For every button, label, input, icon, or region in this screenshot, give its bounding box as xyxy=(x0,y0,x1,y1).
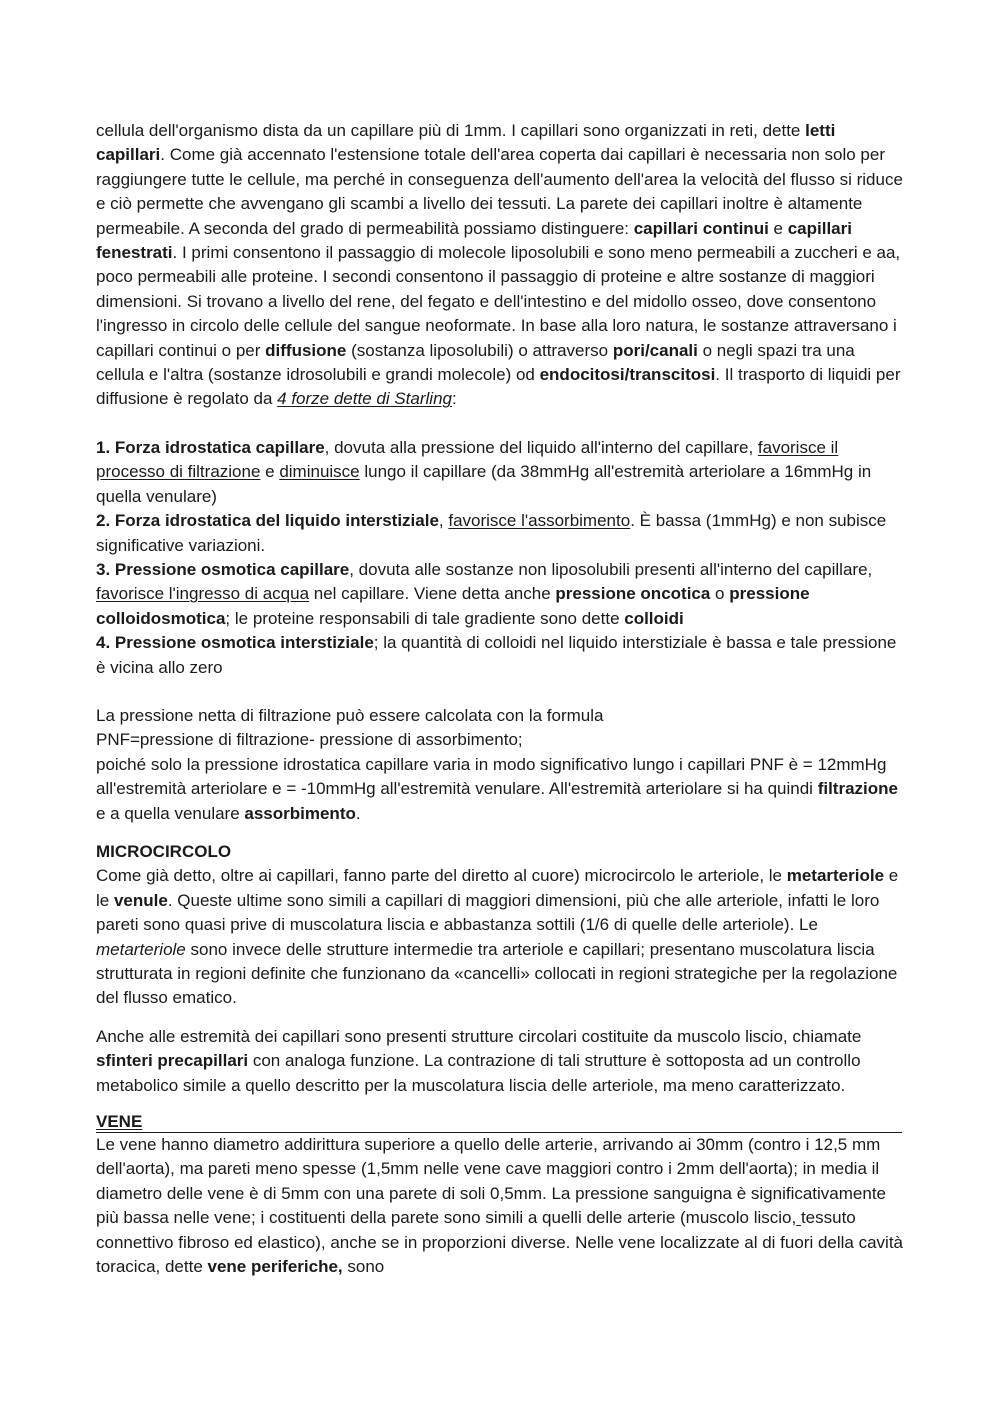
section-heading-vene: VENE xyxy=(96,1112,902,1133)
vene-section: VENE Le vene hanno diametro addirittura superiore a quello delle arterie, arrivando ai 30mm (contro i 12,5 mm dell'aorta), ma pareti meno spesse (1,5mm nelle vene cave maggiori contro i 2mm dell'aorta); in media il diametro delle vene è di 5mm con una parete di soli 0,5mm. La pressione sanguigna è significativamente più bassa nelle vene; i costituenti della parete sono simili a quelli delle arterie (muscolo liscio, tessuto connettivo fibroso ed elastico), anche se in proporzioni diverse. Nelle vene localizzate al di fuori della cavità toracica, dette vene periferiche, sono xyxy=(96,1112,903,1277)
force-2: 2. Forza idrostatica del liquido interstiziale, favorisce l'assorbimento. È bassa (1mmHg) e non subisce significative variazioni. xyxy=(96,511,887,555)
force-4: 4. Pressione osmotica interstiziale; la quantità di colloidi nel liquido interstiziale è bassa e tale pressione è vicina allo zero xyxy=(96,633,897,677)
pnf-paragraph: La pressione netta di filtrazione può essere calcolata con la formula PNF=pressione di filtrazione- pressione di assorbimento; poiché solo la pressione idrostatica capillare varia in modo significativo lungo i capillari PNF è = 12mmHg all'estremità arteriolare e = -10mmHg all'estremità venulare. All'estremità arteriolare si ha quindi filtrazione e a quella venulare assorbimento. xyxy=(96,705,898,823)
section-heading-microcircolo: MICROCIRCOLO xyxy=(96,841,232,861)
microcircolo-section: MICROCIRCOLO Come già detto, oltre ai capillari, fanno parte del diretto al cuore) microcircolo le arteriole, le metarteriole e le venule. Queste ultime sono simili a capillari di maggiori dimensioni, più che alle arteriole, infatti le loro pareti sono quasi prive di muscolatura liscia e abbastanza sottili (1/6 di quelle delle arteriole). Le metarteriole sono invece delle strutture intermedie tra arteriole e capillari; presentano muscolatura liscia strutturata in regioni definite che funzionano da «cancelli» collocati in regioni strategiche per la regolazione del flusso ematico. Anche alle estremità dei capillari sono presenti strutture circolari costituite da muscolo liscio, chiamate sfinteri precapillari con analoga funzione. La contrazione di tali strutture è sottoposta ad un controllo metabolico simile a quello descritto per la muscolatura liscia delle arteriole, ma meno caratterizzato. xyxy=(96,840,904,1098)
force-3: 3. Pressione osmotica capillare, dovuta alle sostanze non liposolubili presenti all'interno del capillare, favorisce l'ingresso di acqua nel capillare. Viene detta anche pressione oncotica o pressione colloidosmotica; le proteine responsabili di tale gradiente sono dette colloidi xyxy=(96,559,873,628)
starling-forces-list xyxy=(96,436,904,680)
force-1: 1. Forza idrostatica capillare, dovuta alla pressione del liquido all'interno del capillare, favorisce il processo di filtrazione e diminuisce lungo il capillare (da 38mmHg all'estremità arteriolare a 16mmHg in quella venulare) xyxy=(96,437,872,506)
intro-paragraph: cellula dell'organismo dista da un capillare più di 1mm. I capillari sono organizzati in reti, dette letti capillari. Come già accennato l'estensione totale dell'area coperta dai capillari è necessaria non solo per raggiungere tutte le cellule, ma perché in conseguenza dell'aumento dell'area la velocità del flusso si riduce e ciò permette che avvengano gli scambi a livello dei tessuti. La parete dei capillari inoltre è altamente permeabile. A seconda del grado di permeabilità possiamo distinguere: capillari continui e capillari fenestrati. I primi consentono il passaggio di molecole liposolubili e sono meno permeabili a zuccheri e aa, poco permeabili alle proteine. I secondi consentono il passaggio di proteine e altre sostanze di maggiori dimensioni. Si trovano a livello del rene, del fegato e dell'intestino e del midollo osseo, dove consentono l'ingresso in circolo delle cellule del sangue neoformate. In base alla loro natura, le sostanze attraversano i capillari continui o per diffusione (sostanza liposolubili) o attraverso pori/canali o negli spazi tra una cellula e l'altra (sostanze idrosolubili e grandi molecole) od endocitosi/transcitosi. Il trasporto di liquidi per diffusione è regolato da 4 forze dette di Starling: xyxy=(96,121,903,409)
